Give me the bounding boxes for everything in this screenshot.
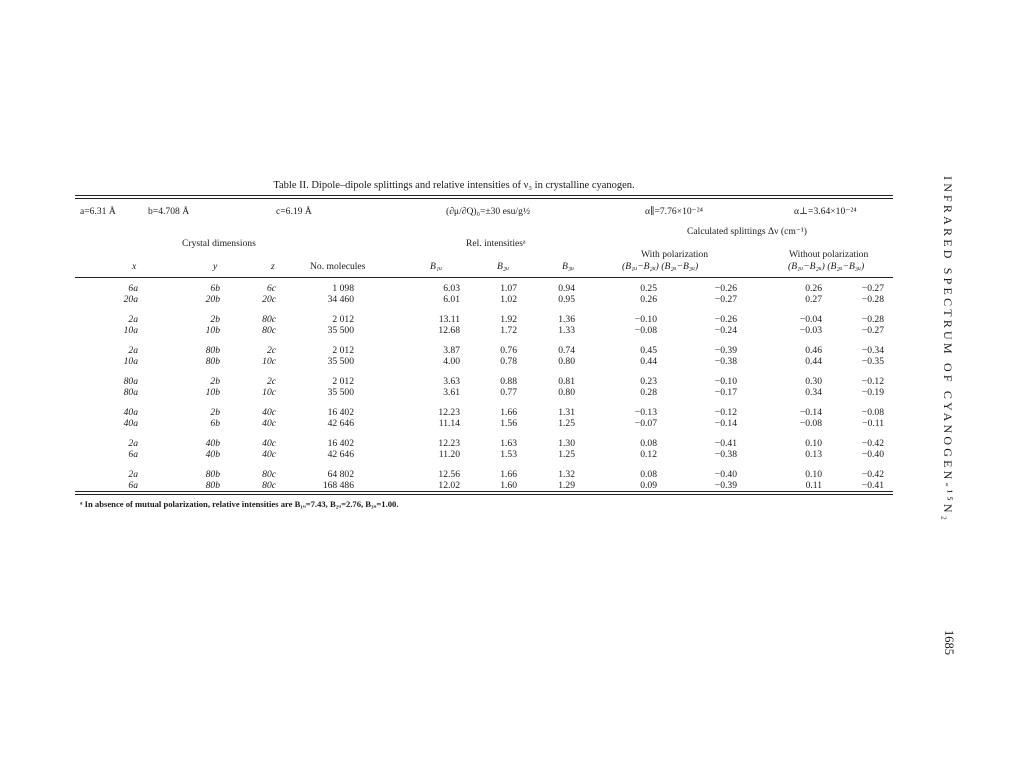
cell-with-pol-2: −0.41 [714,438,737,449]
col-y: y [213,261,218,272]
cell-with-pol-1: 0.26 [640,294,657,305]
cell-with-pol-2: −0.14 [714,418,737,429]
header-without-polarization: Without polarization [789,249,869,260]
cell-x: 2a [128,438,138,449]
col-z: z [271,261,275,272]
bottom-rule-2 [75,494,893,495]
cell-z: 80c [262,314,276,325]
cell-y: 40b [205,438,220,449]
cell-with-pol-1: 0.08 [640,469,657,480]
cell-z: 6c [266,283,276,294]
col-b3u: B₃ᵤ [562,261,575,272]
cell-with-pol-2: −0.39 [714,345,737,356]
cell-b1u: 12.02 [438,480,460,491]
cell-z: 80c [262,325,276,336]
cell-b3u: 0.80 [558,387,575,398]
cell-with-pol-1: −0.08 [634,325,657,336]
cell-without-pol-1: 0.26 [805,283,822,294]
cell-with-pol-2: −0.17 [714,387,737,398]
cell-b1u: 3.63 [443,376,460,387]
cell-b2u: 1.66 [500,469,517,480]
cell-no-molecules: 2 012 [332,345,354,356]
param-dmu: (∂μ/∂Q)₀=±30 esu/g½ [446,206,531,217]
cell-with-pol-2: −0.26 [714,283,737,294]
cell-b2u: 0.77 [500,387,517,398]
cell-b3u: 1.32 [558,469,575,480]
cell-x: 10a [123,356,138,367]
cell-without-pol-2: −0.40 [861,449,884,460]
cell-b1u: 3.61 [443,387,460,398]
cell-b1u: 12.23 [438,407,460,418]
cell-y: 6b [210,418,220,429]
cell-b1u: 6.03 [443,283,460,294]
col-b1u: B₁ᵤ [430,261,443,272]
cell-with-pol-1: −0.07 [634,418,657,429]
cell-x: 2a [128,345,138,356]
cell-x: 2a [128,314,138,325]
cell-b3u: 1.25 [558,449,575,460]
cell-y: 6b [210,283,220,294]
cell-without-pol-2: −0.42 [861,438,884,449]
param-alpha-par: α∥=7.76×10⁻²⁴ [645,206,703,217]
cell-z: 40c [262,418,276,429]
cell-with-pol-2: −0.38 [714,449,737,460]
cell-x: 6a [128,449,138,460]
cell-z: 10c [262,356,276,367]
cell-y: 2b [210,407,220,418]
cell-with-pol-2: −0.40 [714,469,737,480]
cell-y: 10b [205,387,220,398]
cell-no-molecules: 35 500 [327,387,354,398]
cell-y: 20b [205,294,220,305]
cell-b3u: 0.74 [558,345,575,356]
cell-without-pol-2: −0.08 [861,407,884,418]
cell-with-pol-2: −0.10 [714,376,737,387]
cell-b2u: 1.56 [500,418,517,429]
cell-without-pol-1: 0.11 [805,480,822,491]
cell-with-pol-1: −0.13 [634,407,657,418]
cell-b3u: 1.36 [558,314,575,325]
cell-b2u: 1.53 [500,449,517,460]
cell-without-pol-1: 0.46 [805,345,822,356]
param-a: a=6.31 Å [80,206,116,217]
cell-y: 40b [205,449,220,460]
cell-no-molecules: 35 500 [327,325,354,336]
cell-b2u: 1.07 [500,283,517,294]
bottom-rule [75,491,893,492]
running-head: INFRARED SPECTRUM OF CYANOGEN-¹⁵N₂ [941,176,955,524]
cell-no-molecules: 2 012 [332,314,354,325]
cell-without-pol-2: −0.28 [861,314,884,325]
cell-y: 80b [205,356,220,367]
col-b2u: B₂ᵤ [497,261,510,272]
cell-without-pol-2: −0.41 [861,480,884,491]
header-rule [75,277,893,278]
cell-x: 80a [123,376,138,387]
cell-b1u: 4.00 [443,356,460,367]
cell-b1u: 3.87 [443,345,460,356]
cell-with-pol-2: −0.24 [714,325,737,336]
cell-with-pol-1: 0.09 [640,480,657,491]
cell-without-pol-2: −0.35 [861,356,884,367]
cell-y: 80b [205,345,220,356]
col-x: x [132,261,137,272]
cell-y: 80b [205,480,220,491]
cell-without-pol-2: −0.19 [861,387,884,398]
col-no-molecules: No. molecules [310,261,366,272]
cell-b3u: 0.94 [558,283,575,294]
cell-no-molecules: 1 098 [332,283,354,294]
cell-z: 10c [262,387,276,398]
cell-b1u: 11.14 [438,418,460,429]
cell-no-molecules: 64 802 [327,469,354,480]
cell-no-molecules: 35 500 [327,356,354,367]
cell-b3u: 0.81 [558,376,575,387]
cell-b2u: 1.60 [500,480,517,491]
cell-b1u: 12.56 [438,469,460,480]
cell-without-pol-1: −0.14 [799,407,822,418]
cell-without-pol-1: −0.04 [799,314,822,325]
cell-b1u: 12.68 [438,325,460,336]
cell-z: 20c [262,294,276,305]
cell-b1u: 11.20 [438,449,460,460]
cell-z: 2c [266,376,276,387]
top-rule-2 [75,198,893,199]
cell-b3u: 1.30 [558,438,575,449]
cell-with-pol-2: −0.39 [714,480,737,491]
cell-no-molecules: 16 402 [327,407,354,418]
cell-b2u: 1.02 [500,294,517,305]
cell-y: 2b [210,376,220,387]
cell-without-pol-1: 0.10 [805,438,822,449]
cell-no-molecules: 42 646 [327,449,354,460]
cell-x: 80a [123,387,138,398]
cell-without-pol-1: −0.03 [799,325,822,336]
cell-with-pol-2: −0.26 [714,314,737,325]
cell-b3u: 1.33 [558,325,575,336]
cell-no-molecules: 42 646 [327,418,354,429]
cell-no-molecules: 34 460 [327,294,354,305]
cell-with-pol-1: 0.45 [640,345,657,356]
cell-with-pol-2: −0.27 [714,294,737,305]
cell-b2u: 1.63 [500,438,517,449]
cell-without-pol-1: 0.44 [805,356,822,367]
cell-z: 40c [262,438,276,449]
cell-with-pol-1: 0.28 [640,387,657,398]
cell-without-pol-1: 0.10 [805,469,822,480]
cell-b2u: 0.88 [500,376,517,387]
cell-b3u: 1.31 [558,407,575,418]
cell-with-pol-1: −0.10 [634,314,657,325]
cell-b2u: 0.76 [500,345,517,356]
cell-with-pol-2: −0.12 [714,407,737,418]
cell-without-pol-1: 0.13 [805,449,822,460]
cell-y: 2b [210,314,220,325]
cell-no-molecules: 16 402 [327,438,354,449]
cell-without-pol-2: −0.27 [861,325,884,336]
table-caption: Table II. Dipole–dipole splittings and relative intensities of ν₃ in crystalline cyanogen. [273,180,635,191]
cell-with-pol-2: −0.38 [714,356,737,367]
header-rel-intensities: Rel. intensitiesᵃ [466,238,526,249]
header-with-polarization: With polarization [641,249,709,260]
cell-b3u: 1.29 [558,480,575,491]
header-crystal-dimensions: Crystal dimensions [182,238,256,249]
cell-with-pol-1: 0.25 [640,283,657,294]
cell-b2u: 1.72 [500,325,517,336]
param-b: b=4.708 Å [148,206,190,217]
cell-without-pol-1: 0.27 [805,294,822,305]
cell-without-pol-1: −0.08 [799,418,822,429]
cell-b2u: 0.78 [500,356,517,367]
cell-y: 10b [205,325,220,336]
cell-b2u: 1.92 [500,314,517,325]
cell-with-pol-1: 0.08 [640,438,657,449]
cell-without-pol-2: −0.12 [861,376,884,387]
page-number: 1685 [942,630,956,655]
col-with-pol-pairs: (B₁ᵤ−B₂ᵤ) (B₂ᵤ−B₃ᵤ) [622,261,699,272]
param-alpha-perp: α⊥=3.64×10⁻²⁴ [794,206,857,217]
cell-b2u: 1.66 [500,407,517,418]
cell-without-pol-2: −0.27 [861,283,884,294]
cell-z: 40c [262,407,276,418]
cell-x: 10a [123,325,138,336]
cell-z: 80c [262,480,276,491]
cell-b1u: 13.11 [438,314,460,325]
top-rule [75,195,893,196]
cell-b3u: 1.25 [558,418,575,429]
cell-x: 20a [123,294,138,305]
table-footnote: ᵃ In absence of mutual polarization, relative intensities are B₁ᵤ=7.43, B₂ᵤ=2.76, B₃ᵤ=1.00. [80,499,399,509]
cell-no-molecules: 168 486 [322,480,354,491]
cell-without-pol-1: 0.30 [805,376,822,387]
cell-without-pol-1: 0.34 [805,387,822,398]
header-calculated-splittings: Calculated splittings Δν (cm⁻¹) [687,226,807,237]
cell-x: 2a [128,469,138,480]
cell-z: 40c [262,449,276,460]
cell-z: 80c [262,469,276,480]
param-c: c=6.19 Å [276,206,312,217]
cell-with-pol-1: 0.23 [640,376,657,387]
cell-no-molecules: 2 012 [332,376,354,387]
cell-x: 6a [128,480,138,491]
cell-x: 40a [123,407,138,418]
cell-with-pol-1: 0.12 [640,449,657,460]
cell-b3u: 0.80 [558,356,575,367]
cell-with-pol-1: 0.44 [640,356,657,367]
cell-b3u: 0.95 [558,294,575,305]
cell-without-pol-2: −0.28 [861,294,884,305]
cell-without-pol-2: −0.34 [861,345,884,356]
cell-x: 6a [128,283,138,294]
cell-without-pol-2: −0.11 [862,418,884,429]
cell-y: 80b [205,469,220,480]
cell-b1u: 12.23 [438,438,460,449]
cell-z: 2c [266,345,276,356]
col-without-pol-pairs: (B₁ᵤ−B₂ᵤ) (B₂ᵤ−B₃ᵤ) [788,261,865,272]
cell-without-pol-2: −0.42 [861,469,884,480]
cell-x: 40a [123,418,138,429]
cell-b1u: 6.01 [443,294,460,305]
